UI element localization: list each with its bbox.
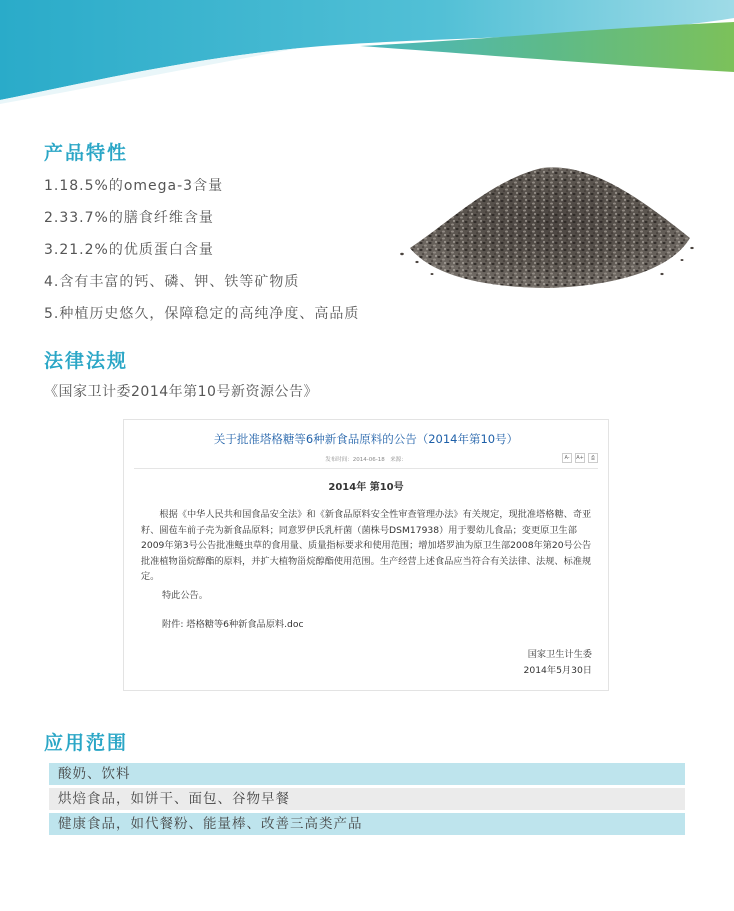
chia-seeds-image [392, 150, 707, 300]
font-increase-icon[interactable]: A+ [576, 455, 584, 461]
feature-item: 1.18.5%的omega-3含量 [44, 178, 224, 194]
feature-item: 3.21.2%的优质蛋白含量 [44, 242, 214, 258]
announcement-number: 2014年 第10号 [328, 482, 404, 493]
announcement-document [123, 419, 609, 691]
divider [134, 468, 598, 469]
announcement-body: 根据《中华人民共和国食品安全法》和《新食品原料安全性审查管理办法》有关规定，现批准塔格糖、奇亚籽、圆苞车前子壳为新食品原料；同意罗伊氏乳杆菌（菌株号DSM17938）用于婴幼儿食品；变更原卫生部2009年第3号公告批准鲢虫草的食用量、质量指标要求和使用范围；增加塔罗油为原卫生部2008年第20号公告批准植物甾烷醇酯的原料，并扩大植物甾烷醇酯使用范围。生产经营上述食品应当符合有关法律、法规、标准规定。 [141, 509, 592, 582]
law-reference-text: 《国家卫计委2014年第10号新资源公告》 [44, 384, 318, 400]
feature-item: 2.33.7%的膳食纤维含量 [44, 210, 214, 226]
announcement-closing: 特此公告。 [162, 590, 208, 601]
application-row: 烘焙食品，如饼干、面包、谷物早餐 [49, 788, 685, 810]
header-wave-banner [0, 0, 734, 110]
section-title-applications: 应用范围 [44, 732, 129, 754]
announcement-toolbar [562, 453, 598, 463]
application-row: 健康食品，如代餐粉、能量棒、改善三高类产品 [49, 813, 685, 835]
announcement-title[interactable]: 关于批准塔格糖等6种新食品原料的公告（2014年第10号） [213, 432, 519, 446]
print-icon[interactable]: ⎙ [588, 453, 598, 463]
section-title-features: 产品特性 [44, 142, 129, 164]
application-row: 酸奶、饮料 [49, 763, 685, 785]
announcement-meta: 发布时间：2014-06-18 来源： [325, 457, 407, 463]
announcement-attachment-link[interactable]: 附件: 塔格糖等6种新食品原料.doc [162, 619, 304, 630]
announcement-issuer: 国家卫生计生委 [527, 649, 592, 660]
feature-item: 4.含有丰富的钙、磷、钾、铁等矿物质 [44, 274, 300, 290]
section-title-law: 法律法规 [44, 350, 129, 372]
font-decrease-icon[interactable]: A- [562, 453, 572, 463]
feature-item: 5.种植历史悠久，保障稳定的高纯净度、高品质 [44, 306, 360, 322]
announcement-date: 2014年5月30日 [523, 665, 592, 676]
